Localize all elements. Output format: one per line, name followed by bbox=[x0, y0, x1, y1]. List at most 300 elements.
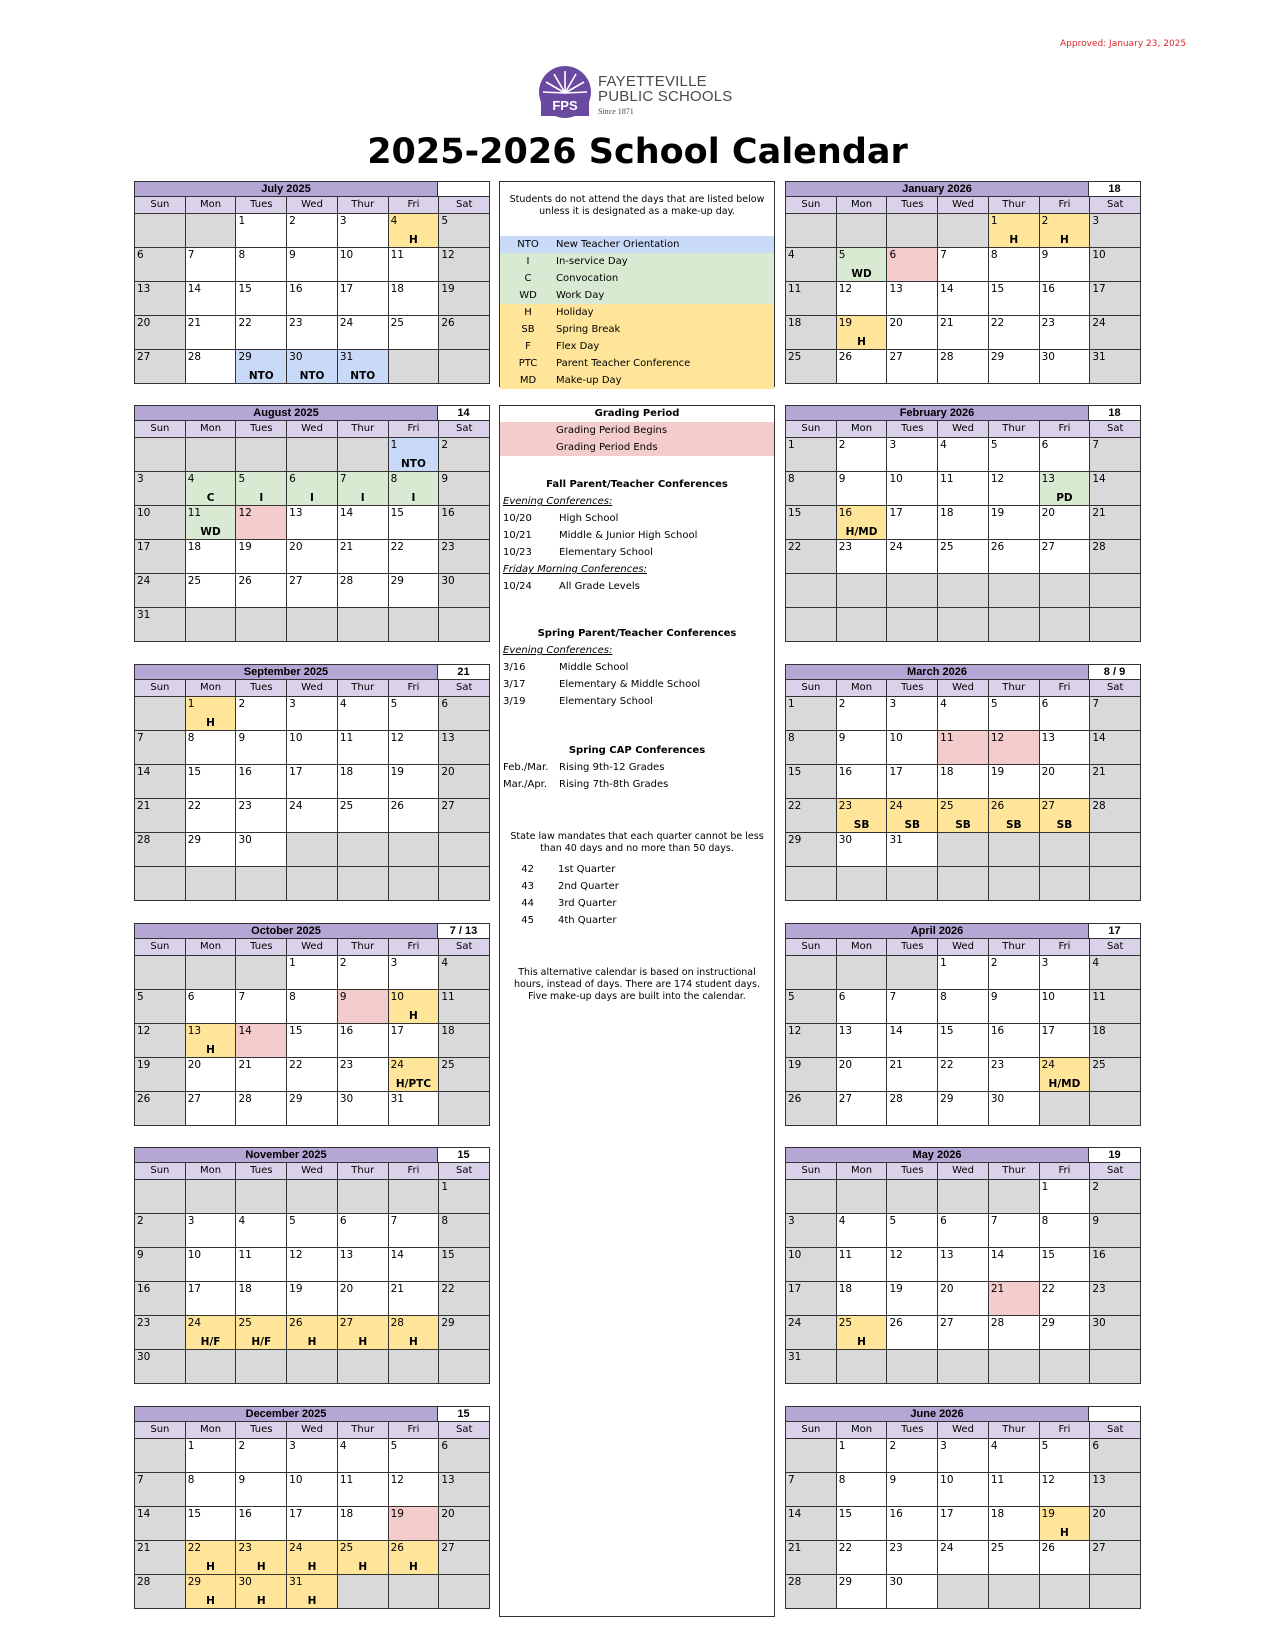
legend-label: New Teacher Orientation bbox=[556, 239, 680, 250]
info-value: Elementary & Middle School bbox=[559, 679, 701, 690]
day-cell bbox=[887, 1058, 938, 1091]
day-cell bbox=[1040, 1214, 1091, 1247]
empty-cell bbox=[837, 214, 888, 247]
day-cell bbox=[786, 1248, 837, 1281]
day-number: 1 bbox=[788, 698, 795, 710]
day-cell bbox=[989, 990, 1040, 1023]
day-cell bbox=[1040, 1439, 1091, 1472]
day-cell bbox=[186, 833, 237, 866]
day-cell bbox=[1090, 990, 1140, 1023]
day-number: 20 bbox=[838, 1059, 853, 1071]
day-number: 28 bbox=[339, 575, 354, 587]
day-cell bbox=[837, 1473, 888, 1506]
spring-evening-label: Evening Conferences: bbox=[503, 645, 613, 656]
day-cell bbox=[837, 438, 888, 471]
week-row bbox=[134, 472, 490, 506]
day-number: 28 bbox=[889, 1093, 903, 1105]
day-number: 2 bbox=[238, 1440, 246, 1452]
weekday-label: Sun bbox=[786, 939, 837, 955]
day-number: 24 bbox=[289, 800, 303, 812]
weekday-label: Sat bbox=[455, 423, 473, 434]
week-row bbox=[134, 1507, 490, 1541]
day-number: 17 bbox=[940, 1508, 954, 1520]
day-number: 12 bbox=[838, 283, 853, 295]
day-cell bbox=[287, 1214, 338, 1247]
day-cell bbox=[186, 731, 237, 764]
day-number: 15 bbox=[990, 283, 1005, 295]
day-cell bbox=[439, 1024, 489, 1057]
day-number: 16 bbox=[238, 1508, 252, 1520]
empty-cell bbox=[135, 697, 186, 730]
day-number: 13 bbox=[889, 283, 903, 295]
day-code: H bbox=[857, 336, 866, 348]
weekday-label: Tues bbox=[887, 421, 938, 437]
day-code: H bbox=[409, 1561, 418, 1573]
weekday-label: Tues bbox=[887, 680, 938, 696]
grading-begins: Grading Period Begins bbox=[500, 422, 774, 439]
empty-cell bbox=[1090, 867, 1140, 900]
day-number: 6 bbox=[289, 473, 296, 485]
day-cell bbox=[135, 1214, 186, 1247]
day-code: H bbox=[206, 717, 215, 729]
day-cell bbox=[1040, 214, 1091, 247]
day-number: 24 bbox=[1041, 1059, 1055, 1071]
day-cell bbox=[236, 1439, 287, 1472]
weekday-label: Mon bbox=[837, 1422, 888, 1438]
day-cell bbox=[338, 731, 389, 764]
weekday-header bbox=[785, 421, 1141, 438]
day-cell bbox=[236, 1282, 287, 1315]
info-row bbox=[500, 895, 774, 912]
day-code: I bbox=[411, 492, 416, 504]
day-cell bbox=[887, 1024, 938, 1057]
week-row bbox=[785, 1541, 1141, 1575]
empty-cell bbox=[236, 438, 287, 471]
day-number: 28 bbox=[137, 1576, 151, 1588]
day-number: 27 bbox=[1092, 1542, 1106, 1554]
day-number: 18 bbox=[187, 541, 202, 553]
day-number: 21 bbox=[390, 1283, 404, 1295]
empty-cell bbox=[786, 574, 837, 607]
day-number: 10 bbox=[788, 1249, 802, 1261]
day-cell bbox=[989, 248, 1040, 281]
day-number: 29 bbox=[390, 575, 404, 587]
day-code: H bbox=[409, 1010, 418, 1022]
day-cell bbox=[236, 472, 287, 505]
day-cell bbox=[135, 1350, 186, 1383]
day-cell bbox=[338, 472, 389, 505]
day-cell bbox=[135, 1507, 186, 1540]
legend-item bbox=[500, 287, 774, 304]
weekday-label: Fri bbox=[1040, 1163, 1091, 1179]
day-cell bbox=[287, 316, 338, 349]
day-number: 5 bbox=[990, 698, 998, 710]
empty-cell bbox=[938, 574, 989, 607]
day-code: SB bbox=[904, 819, 921, 831]
info-value: Elementary School bbox=[559, 547, 653, 558]
day-cell bbox=[186, 282, 237, 315]
day-cell bbox=[338, 1541, 389, 1574]
day-cell bbox=[938, 472, 989, 505]
day-cell bbox=[389, 1248, 440, 1281]
day-cell bbox=[786, 350, 837, 383]
day-number: 31 bbox=[889, 834, 903, 846]
week-row bbox=[785, 990, 1141, 1024]
day-number: 19 bbox=[838, 317, 853, 329]
day-code: NTO bbox=[350, 370, 376, 382]
empty-cell bbox=[439, 1575, 489, 1608]
day-cell bbox=[338, 316, 389, 349]
empty-cell bbox=[287, 867, 338, 900]
day-cell bbox=[989, 1541, 1040, 1574]
day-cell bbox=[186, 765, 237, 798]
day-number: 30 bbox=[441, 575, 455, 587]
day-cell bbox=[1090, 697, 1140, 730]
day-number: 5 bbox=[889, 1215, 897, 1227]
day-number: 11 bbox=[990, 1474, 1005, 1486]
day-number: 7 bbox=[889, 991, 897, 1003]
day-cell bbox=[1040, 1180, 1091, 1213]
day-cell bbox=[887, 1214, 938, 1247]
day-number: 3 bbox=[889, 698, 897, 710]
weekday-label: Wed bbox=[287, 421, 338, 437]
week-row bbox=[134, 1350, 490, 1384]
day-cell bbox=[439, 282, 489, 315]
day-code: WD bbox=[851, 268, 872, 280]
day-cell bbox=[1090, 956, 1140, 989]
day-number: 7 bbox=[238, 991, 246, 1003]
day-cell bbox=[389, 540, 440, 573]
grading-title: Grading Period bbox=[594, 408, 680, 419]
month-block bbox=[785, 1406, 1141, 1609]
day-cell bbox=[1090, 1541, 1140, 1574]
day-number: 31 bbox=[1092, 351, 1106, 363]
weekday-label: Sun bbox=[135, 1422, 186, 1438]
legend-item bbox=[500, 236, 774, 253]
day-number: 6 bbox=[339, 1215, 347, 1227]
week-row bbox=[785, 214, 1141, 248]
day-cell bbox=[989, 1439, 1040, 1472]
empty-cell bbox=[1040, 867, 1091, 900]
day-cell bbox=[786, 540, 837, 573]
day-cell bbox=[786, 1092, 837, 1125]
cap-conference-list bbox=[500, 759, 774, 793]
day-number: 15 bbox=[940, 1025, 954, 1037]
day-cell bbox=[439, 765, 489, 798]
day-cell bbox=[439, 506, 489, 539]
weekday-label: Tues bbox=[887, 197, 938, 213]
day-number: 21 bbox=[137, 800, 151, 812]
day-number: 6 bbox=[889, 249, 897, 261]
day-cell bbox=[1040, 506, 1091, 539]
month-header bbox=[134, 1147, 490, 1163]
day-number: 16 bbox=[137, 1283, 151, 1295]
month-header bbox=[785, 405, 1141, 421]
day-number: 9 bbox=[137, 1249, 144, 1261]
empty-cell bbox=[887, 214, 938, 247]
info-row bbox=[500, 544, 774, 561]
day-cell bbox=[1040, 1541, 1091, 1574]
day-cell bbox=[236, 1024, 287, 1057]
day-number: 29 bbox=[238, 351, 252, 363]
day-number: 11 bbox=[187, 507, 202, 519]
month-header bbox=[785, 181, 1141, 197]
day-cell bbox=[338, 799, 389, 832]
weekday-label: Sat bbox=[455, 199, 473, 210]
day-code: WD bbox=[200, 526, 221, 538]
week-row bbox=[134, 697, 490, 731]
day-cell bbox=[938, 1092, 989, 1125]
day-number: 14 bbox=[339, 507, 354, 519]
day-number: 26 bbox=[289, 1317, 303, 1329]
day-number: 4 bbox=[940, 439, 947, 451]
week-row bbox=[785, 1214, 1141, 1248]
week-row bbox=[134, 214, 490, 248]
day-number: 8 bbox=[441, 1215, 448, 1227]
day-code: NTO bbox=[401, 458, 426, 470]
day-cell bbox=[439, 697, 489, 730]
day-code: H bbox=[857, 1336, 866, 1348]
legend-code: C bbox=[524, 273, 532, 284]
day-number: 9 bbox=[838, 473, 846, 485]
day-cell bbox=[135, 799, 186, 832]
day-cell bbox=[938, 248, 989, 281]
day-code: SB bbox=[853, 819, 870, 831]
day-cell bbox=[186, 1092, 237, 1125]
day-cell bbox=[236, 990, 287, 1023]
day-cell bbox=[1090, 472, 1140, 505]
weekday-label: Mon bbox=[837, 939, 888, 955]
empty-cell bbox=[1040, 574, 1091, 607]
info-key: 44 bbox=[521, 898, 534, 909]
empty-cell bbox=[389, 350, 440, 383]
day-cell bbox=[887, 731, 938, 764]
day-number: 1 bbox=[441, 1181, 448, 1193]
week-row bbox=[134, 956, 490, 990]
day-cell bbox=[389, 1507, 440, 1540]
day-code: H bbox=[1060, 234, 1069, 246]
day-cell bbox=[989, 1058, 1040, 1091]
day-number: 14 bbox=[187, 283, 202, 295]
week-row bbox=[785, 1282, 1141, 1316]
day-number: 7 bbox=[137, 1474, 144, 1486]
info-key: 3/16 bbox=[503, 662, 526, 673]
day-cell bbox=[439, 731, 489, 764]
weekday-label: Wed bbox=[938, 939, 989, 955]
day-number: 18 bbox=[940, 766, 954, 778]
weekday-label: Mon bbox=[186, 1422, 237, 1438]
grading-ends: Grading Period Ends bbox=[500, 439, 774, 456]
day-cell bbox=[786, 1282, 837, 1315]
day-number: 29 bbox=[187, 834, 202, 846]
weekday-label: Fri bbox=[389, 939, 440, 955]
day-cell bbox=[186, 1214, 237, 1247]
day-code: H bbox=[256, 1595, 266, 1607]
day-cell bbox=[989, 438, 1040, 471]
day-number: 18 bbox=[990, 1508, 1005, 1520]
day-number: 21 bbox=[137, 1542, 151, 1554]
day-cell bbox=[389, 574, 440, 607]
day-cell bbox=[887, 350, 938, 383]
day-number: 2 bbox=[838, 698, 846, 710]
day-number: 25 bbox=[339, 1542, 354, 1554]
month-header bbox=[785, 923, 1141, 939]
day-number: 25 bbox=[441, 1059, 455, 1071]
day-number: 18 bbox=[838, 1283, 853, 1295]
week-row bbox=[134, 1248, 490, 1282]
day-cell bbox=[1090, 1024, 1140, 1057]
day-cell bbox=[287, 765, 338, 798]
state-law-note: State law mandates that each quarter cannot be less than 40 days and no more than 50 days. bbox=[510, 831, 764, 854]
weekday-label: Sat bbox=[455, 1424, 473, 1435]
logo-line2: PUBLIC SCHOOLS bbox=[598, 88, 733, 105]
week-row bbox=[134, 1473, 490, 1507]
day-number: 16 bbox=[289, 283, 303, 295]
day-number: 4 bbox=[390, 215, 398, 227]
day-number: 1 bbox=[390, 439, 398, 451]
day-number: 1 bbox=[1041, 1181, 1049, 1193]
empty-cell bbox=[1090, 1575, 1140, 1608]
day-cell bbox=[389, 990, 440, 1023]
day-cell bbox=[439, 1541, 489, 1574]
day-cell bbox=[135, 833, 186, 866]
day-cell bbox=[989, 1507, 1040, 1540]
info-row bbox=[500, 878, 774, 895]
day-cell bbox=[786, 248, 837, 281]
info-row bbox=[500, 776, 774, 793]
day-number: 17 bbox=[1092, 283, 1106, 295]
day-cell bbox=[887, 1316, 938, 1349]
day-number: 14 bbox=[137, 1508, 151, 1520]
weekday-label: Sat bbox=[1106, 682, 1124, 693]
day-number: 13 bbox=[187, 1025, 202, 1037]
empty-cell bbox=[135, 438, 186, 471]
day-number: 18 bbox=[390, 283, 404, 295]
day-code: H bbox=[206, 1044, 215, 1056]
weekday-label: Fri bbox=[389, 197, 440, 213]
day-number: 13 bbox=[289, 507, 303, 519]
day-number: 5 bbox=[990, 439, 998, 451]
week-row bbox=[134, 799, 490, 833]
day-cell bbox=[236, 316, 287, 349]
day-cell bbox=[887, 799, 938, 832]
day-cell bbox=[338, 1024, 389, 1057]
day-cell bbox=[338, 697, 389, 730]
weekday-header bbox=[785, 1422, 1141, 1439]
week-row bbox=[785, 282, 1141, 316]
day-cell bbox=[389, 1024, 440, 1057]
day-number: 23 bbox=[137, 1317, 151, 1329]
week-row bbox=[785, 1058, 1141, 1092]
empty-cell bbox=[837, 956, 888, 989]
day-cell bbox=[287, 956, 338, 989]
empty-cell bbox=[989, 608, 1040, 641]
week-row bbox=[134, 765, 490, 799]
day-cell bbox=[389, 956, 440, 989]
weekday-label: Sat bbox=[455, 941, 473, 952]
empty-cell bbox=[1040, 1575, 1091, 1608]
day-number: 27 bbox=[441, 800, 455, 812]
day-number: 25 bbox=[238, 1317, 252, 1329]
empty-cell bbox=[938, 1350, 989, 1383]
day-number: 17 bbox=[339, 283, 354, 295]
day-cell bbox=[439, 438, 489, 471]
day-cell bbox=[186, 248, 237, 281]
day-number: 26 bbox=[1041, 1542, 1055, 1554]
month-block bbox=[785, 664, 1141, 901]
day-cell bbox=[135, 506, 186, 539]
day-code: H bbox=[307, 1561, 317, 1573]
empty-cell bbox=[389, 833, 440, 866]
day-cell bbox=[1040, 248, 1091, 281]
day-number: 5 bbox=[289, 1215, 296, 1227]
day-number: 26 bbox=[990, 800, 1005, 812]
day-number: 7 bbox=[1092, 698, 1099, 710]
cap-conferences-title: Spring CAP Conferences bbox=[568, 745, 706, 756]
weekday-label: Wed bbox=[938, 421, 989, 437]
legend-code: MD bbox=[519, 375, 537, 386]
day-cell bbox=[338, 765, 389, 798]
day-code: H bbox=[1009, 234, 1019, 246]
weekday-label: Sat bbox=[1106, 941, 1124, 952]
day-number: 19 bbox=[889, 1283, 903, 1295]
day-cell bbox=[938, 1507, 989, 1540]
legend-item bbox=[500, 270, 774, 287]
day-number: 7 bbox=[187, 249, 195, 261]
day-number: 27 bbox=[137, 351, 151, 363]
day-cell bbox=[439, 1180, 489, 1213]
day-cell bbox=[135, 350, 186, 383]
day-number: 9 bbox=[838, 732, 846, 744]
day-number: 1 bbox=[238, 215, 246, 227]
day-cell bbox=[938, 956, 989, 989]
day-number: 8 bbox=[238, 249, 246, 261]
week-row bbox=[134, 990, 490, 1024]
day-number: 7 bbox=[390, 1215, 398, 1227]
approval-date: Approved: January 23, 2025 bbox=[1060, 39, 1187, 49]
day-code: H/F bbox=[200, 1336, 221, 1348]
fall-conferences-title: Fall Parent/Teacher Conferences bbox=[546, 479, 728, 490]
day-number: 3 bbox=[1041, 957, 1049, 969]
empty-cell bbox=[786, 608, 837, 641]
empty-cell bbox=[938, 1180, 989, 1213]
legend-item bbox=[500, 304, 774, 321]
empty-cell bbox=[135, 214, 186, 247]
day-number: 4 bbox=[441, 957, 448, 969]
day-number: 27 bbox=[940, 1317, 954, 1329]
day-cell bbox=[1090, 731, 1140, 764]
day-number: 17 bbox=[137, 541, 151, 553]
month-header bbox=[134, 664, 490, 680]
info-key: 3/19 bbox=[503, 696, 526, 707]
day-number: 29 bbox=[838, 1576, 853, 1588]
weekday-label: Tues bbox=[236, 1163, 287, 1179]
day-cell bbox=[287, 282, 338, 315]
day-cell bbox=[786, 990, 837, 1023]
weekday-label: Sun bbox=[786, 421, 837, 437]
legend-code: I bbox=[526, 256, 530, 267]
day-number: 31 bbox=[788, 1351, 802, 1363]
day-cell bbox=[1040, 765, 1091, 798]
week-row bbox=[134, 1058, 490, 1092]
day-number: 5 bbox=[788, 991, 795, 1003]
weekday-label: Tues bbox=[887, 1422, 938, 1438]
day-number: 30 bbox=[889, 1576, 903, 1588]
month-day-count: 18 bbox=[1089, 181, 1141, 197]
day-number: 19 bbox=[441, 283, 455, 295]
empty-cell bbox=[837, 1180, 888, 1213]
month-name: August 2025 bbox=[134, 405, 438, 421]
